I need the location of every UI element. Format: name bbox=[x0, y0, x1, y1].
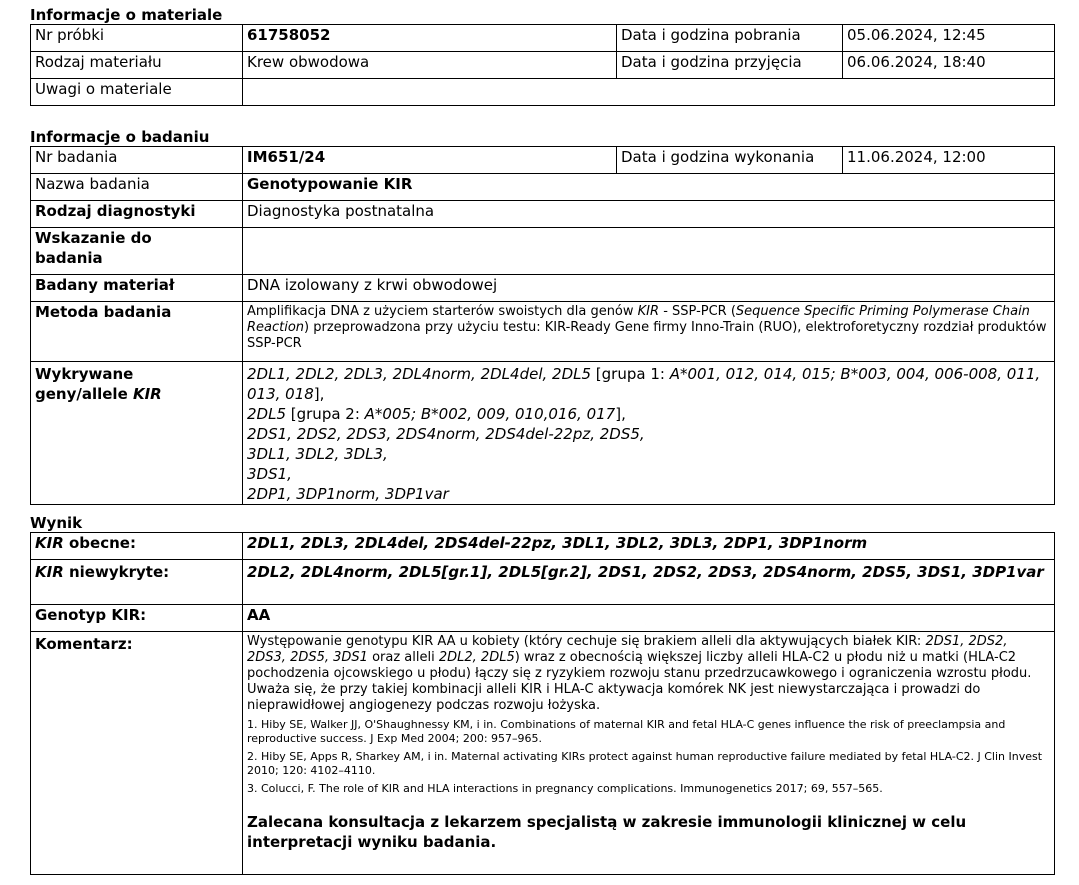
reference-2: 2. Hiby SE, Apps R, Sharkey AM, i in. Maternal activating KIRs protect against human reproductive failure mediated by fetal HLA-C2. J Clin Invest 2010; 120: 4102–4110. bbox=[247, 750, 1043, 777]
detected-genes-label: Wykrywane geny/allele KIR bbox=[31, 362, 243, 505]
kir-present-label: KIR obecne: bbox=[31, 533, 243, 560]
receive-date-value: 06.06.2024, 18:40 bbox=[843, 52, 1055, 79]
diagnostics-type-label: Rodzaj diagnostyki bbox=[31, 201, 243, 228]
diagnostics-type-value: Diagnostyka postnatalna bbox=[243, 201, 1055, 228]
comment-value bbox=[243, 632, 1055, 875]
test-name-label: Nazwa badania bbox=[31, 174, 243, 201]
test-table bbox=[30, 146, 1055, 505]
collect-date-value: 05.06.2024, 12:45 bbox=[843, 25, 1055, 52]
consultation-recommendation: Zalecana konsultacja z lekarzem specjalistą w zakresie immunologii klinicznej w celu interpretacji wyniku badania. bbox=[247, 813, 967, 851]
material-section bbox=[30, 7, 1054, 106]
material-notes-label: Uwagi o materiale bbox=[31, 79, 243, 106]
material-section-title: Informacje o materiale bbox=[30, 6, 223, 24]
exec-date-label: Data i godzina wykonania bbox=[617, 147, 843, 174]
material-table bbox=[30, 24, 1055, 106]
test-section-title: Informacje o badaniu bbox=[30, 128, 210, 146]
kir-absent-label: KIR niewykryte: bbox=[31, 560, 243, 605]
reference-3: 3. Colucci, F. The role of KIR and HLA interactions in pregnancy complications. Immunogenetics 2017; 69, 557–565. bbox=[247, 782, 883, 795]
exec-date-value: 11.06.2024, 12:00 bbox=[843, 147, 1055, 174]
tested-material-value: DNA izolowany z krwi obwodowej bbox=[243, 275, 1055, 302]
kir-absent-value: 2DL2, 2DL4norm, 2DL5[gr.1], 2DL5[gr.2], 2DS1, 2DS2, 2DS3, 2DS4norm, 2DS5, 3DS1, 3DP1var bbox=[243, 560, 1055, 605]
material-type-value: Krew obwodowa bbox=[243, 52, 617, 79]
kir-genotype-value: AA bbox=[243, 605, 1055, 632]
kir-genotype-label: Genotyp KIR: bbox=[31, 605, 243, 632]
method-label: Metoda badania bbox=[31, 302, 243, 362]
comment-text: Występowanie genotypu KIR AA u kobiety (który cechuje się brakiem alleli dla aktywujących białek KIR: 2DS1, 2DS2, 2DS3, 2DS5, 3DS1 oraz alleli 2DL2, 2DL5) wraz z obecnością większej liczby alleli HLA-C2 u płodu niż u matki (HLA-C2 pochodzenia ojcowskiego u płodu) łączy się z ryzykiem rozwoju stanu przedrzucawkowego i ograniczenia wzrostu płodu. Uważa się, że przy takiej kombinacji alleli KIR i HLA-C aktywacja komórek NK jest niewystarczająca i prowadzi do nieprawidłowej angiogenezy podczas rozwoju łożyska. bbox=[247, 634, 1032, 713]
material-type-label: Rodzaj materiału bbox=[31, 52, 243, 79]
test-name-value: Genotypowanie KIR bbox=[243, 174, 1055, 201]
material-notes-value bbox=[243, 79, 1055, 106]
tested-material-label: Badany materiał bbox=[31, 275, 243, 302]
test-no-value: IM651/24 bbox=[243, 147, 617, 174]
test-no-label: Nr badania bbox=[31, 147, 243, 174]
indication-label: Wskazanie do badania bbox=[31, 228, 243, 275]
result-section-title: Wynik bbox=[30, 514, 83, 532]
test-section bbox=[30, 129, 1054, 505]
method-value: Amplifikacja DNA z użyciem starterów swoistych dla genów KIR - SSP-PCR (Sequence Specific Priming Polymerase Chain Reaction) przeprowadzona przy użyciu testu: KIR-Ready Gene firmy Inno-Train (RUO), elektroforetyczny rozdział produktów SSP-PCR bbox=[243, 302, 1055, 362]
kir-present-value: 2DL1, 2DL3, 2DL4del, 2DS4del-22pz, 3DL1, 3DL2, 3DL3, 2DP1, 3DP1norm bbox=[243, 533, 1055, 560]
result-section bbox=[30, 515, 1054, 875]
result-table bbox=[30, 532, 1055, 875]
sample-no-value: 61758052 bbox=[243, 25, 617, 52]
receive-date-label: Data i godzina przyjęcia bbox=[617, 52, 843, 79]
reference-1: 1. Hiby SE, Walker JJ, O'Shaughnessy KM, i in. Combinations of maternal KIR and fetal HLA-C genes influence the risk of preeclampsia and reproductive success. J Exp Med 2004; 200: 957–965. bbox=[247, 718, 1006, 745]
sample-no-label: Nr próbki bbox=[31, 25, 243, 52]
collect-date-label: Data i godzina pobrania bbox=[617, 25, 843, 52]
detected-genes-value: 2DL1, 2DL2, 2DL3, 2DL4norm, 2DL4del, 2DL5 [grupa 1: A*001, 012, 014, 015; B*003, 004, 006-008, 011, 013, 018], 2DL5 [grupa 2: A*005; B*002, 009, 010,016, 017], 2DS1, 2DS2, 2DS3, 2DS4norm, 2DS4del-22pz, 2DS5, 3DL1, 3DL2, 3DL3, 3DS1, 2DP1, 3DP1norm, 3DP1var bbox=[243, 362, 1055, 505]
indication-value bbox=[243, 228, 1055, 275]
comment-label: Komentarz: bbox=[31, 632, 243, 875]
